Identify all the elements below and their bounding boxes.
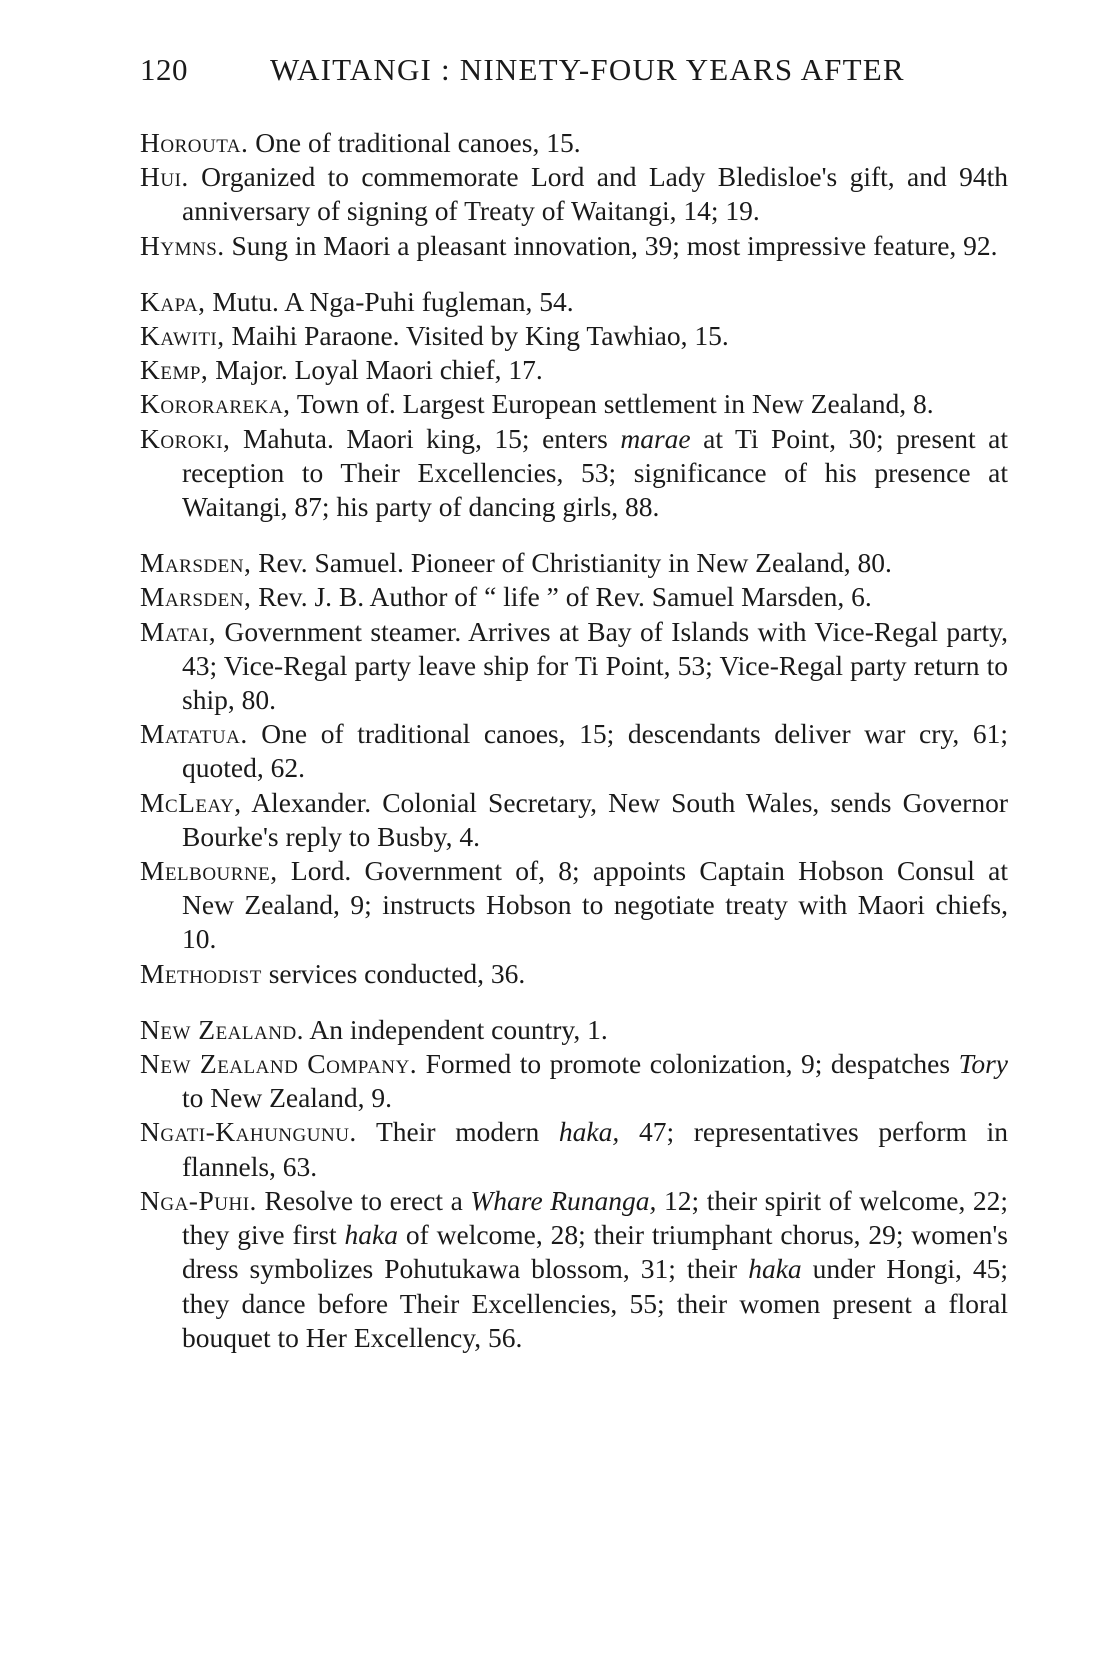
index-group-n — [140, 1013, 1008, 1355]
index-entry-kapa — [140, 285, 1008, 319]
entry-text: Major. Loyal Maori chief, 17. — [215, 354, 543, 386]
entry-text: Organized to commemorate Lord and Lady Bledisloe's gift, and 94th anniversary of signing of Treaty of Waitangi, 14; 19. — [182, 161, 1009, 227]
entry-heading: Ngati-Kahungunu. — [140, 1116, 357, 1148]
entry-text: services conducted, 36. — [268, 957, 526, 989]
entry-heading: Melbourne, — [140, 855, 278, 887]
index-entry-new-zealand — [140, 1013, 1008, 1047]
entry-text: under Hongi, 45; they dance before Their Excellencies, 55; their women present a floral bouquet to Her Excellency, 56. — [182, 1253, 1008, 1353]
entry-text: Resolve to erect a — [264, 1184, 463, 1216]
entry-text: of welcome, 28; their triumphant chorus, 29; women's dress symbolizes Pohutukawa blossom, 31; their — [182, 1219, 1009, 1285]
index-entry-hymns — [140, 229, 1008, 263]
entry-text: 12; their spirit of welcome, 22; they give first — [182, 1184, 1009, 1251]
index-entry-kororareka — [140, 387, 1008, 421]
index-list — [140, 126, 1008, 1377]
entry-heading: Kapa, — [140, 285, 206, 317]
entry-heading: Kemp, — [140, 354, 209, 386]
entry-heading: New Zealand Company. — [140, 1048, 418, 1080]
entry-text: Mutu. A Nga-Puhi fugleman, 54. — [212, 285, 574, 317]
index-entry-ngati-kahungunu — [140, 1115, 1008, 1183]
entry-text: Alexander. Colonial Secretary, New South Wales, sends Governor Bourke's reply to Busby, 4. — [182, 786, 1008, 852]
entry-heading: Marsden, — [140, 547, 252, 579]
entry-text: An independent country, 1. — [309, 1013, 608, 1045]
entry-text: Mahuta. Maori king, 15; enters — [242, 422, 608, 454]
entry-heading: Matatua. — [140, 718, 248, 750]
running-head: WAITANGI : NINETY-FOUR YEARS AFTER — [270, 52, 905, 87]
entry-italic-term: marae — [620, 422, 691, 454]
entry-text: at Ti Point, 30; present at reception to Their Excellencies, 53; significance of his presence at Waitangi, 87; his party of dancing girls, 88. — [182, 422, 1009, 523]
index-group-k — [140, 285, 1008, 524]
entry-heading: McLeay, — [140, 786, 242, 818]
entry-text: Maihi Paraone. Visited by King Tawhiao, 15. — [231, 320, 729, 352]
entry-text: Rev. J. B. Author of “ life ” of Rev. Samuel Marsden, 6. — [258, 581, 872, 613]
page-header — [140, 52, 1040, 102]
entry-text: One of traditional canoes, 15; descendants deliver war cry, 61; quoted, 62. — [182, 718, 1008, 784]
index-entry-matatua — [140, 717, 1008, 785]
entry-text: Town of. Largest European settlement in New Zealand, 8. — [296, 388, 934, 420]
entry-heading: Hymns. — [140, 229, 225, 261]
entry-heading: Koroki, — [140, 422, 231, 454]
entry-italic-term: haka — [344, 1219, 399, 1251]
entry-heading: Matai, — [140, 615, 217, 647]
entry-heading: New Zealand. — [140, 1013, 305, 1045]
entry-italic-term: haka — [748, 1253, 802, 1285]
index-entry-new-zealand-company — [140, 1047, 1008, 1115]
page-number: 120 — [140, 52, 188, 87]
index-entry-koroki — [140, 422, 1008, 525]
index-group-m — [140, 546, 1008, 991]
entry-text: Formed to promote colonization, 9; despatches — [425, 1048, 951, 1080]
entry-text: to New Zealand, 9. — [182, 1082, 392, 1114]
entry-text: Sung in Maori a pleasant innovation, 39; most impressive feature, 92. — [231, 229, 998, 261]
entry-italic-term: Whare Runanga, — [470, 1184, 657, 1216]
index-entry-kawiti — [140, 319, 1008, 353]
entry-heading: Nga-Puhi. — [140, 1184, 257, 1216]
entry-heading: Methodist — [140, 957, 262, 989]
entry-text: One of traditional canoes, 15. — [255, 127, 581, 158]
index-entry-matai — [140, 615, 1008, 718]
entry-text: Their modern — [375, 1116, 540, 1148]
entry-heading: Hui. — [140, 161, 189, 193]
entry-text: 47; representatives perform in flannels, 63. — [182, 1116, 1009, 1182]
index-group-h — [140, 126, 1008, 263]
entry-heading: Horouta. — [140, 127, 249, 158]
entry-heading: Kawiti, — [140, 320, 225, 352]
index-entry-horouta — [140, 126, 1008, 160]
entry-heading: Kororareka, — [140, 388, 291, 420]
entry-italic-term: haka, — [558, 1116, 620, 1148]
index-entry-kemp — [140, 353, 1008, 387]
index-entry-hui — [140, 160, 1008, 228]
entry-text: Government steamer. Arrives at Bay of Islands with Vice-Regal party, 43; Vice-Regal party leave ship for Ti Point, 53; Vice-Regal party return to ship, 80. — [182, 615, 1009, 716]
entry-italic-term: Tory — [958, 1048, 1009, 1080]
index-entry-mcleay — [140, 786, 1008, 854]
entry-text: Rev. Samuel. Pioneer of Christianity in New Zealand, 80. — [258, 547, 892, 579]
index-entry-nga-puhi — [140, 1184, 1008, 1355]
entry-text: Lord. Government of, 8; appoints Captain Hobson Consul at New Zealand, 9; instructs Hobson to negotiate treaty with Maori chiefs, 10. — [182, 855, 1009, 955]
index-entry-marsden-jb — [140, 580, 1008, 614]
index-entry-methodist — [140, 957, 1008, 991]
entry-heading: Marsden, — [140, 581, 252, 613]
index-entry-melbourne — [140, 854, 1008, 957]
index-entry-marsden-samuel — [140, 546, 1008, 580]
